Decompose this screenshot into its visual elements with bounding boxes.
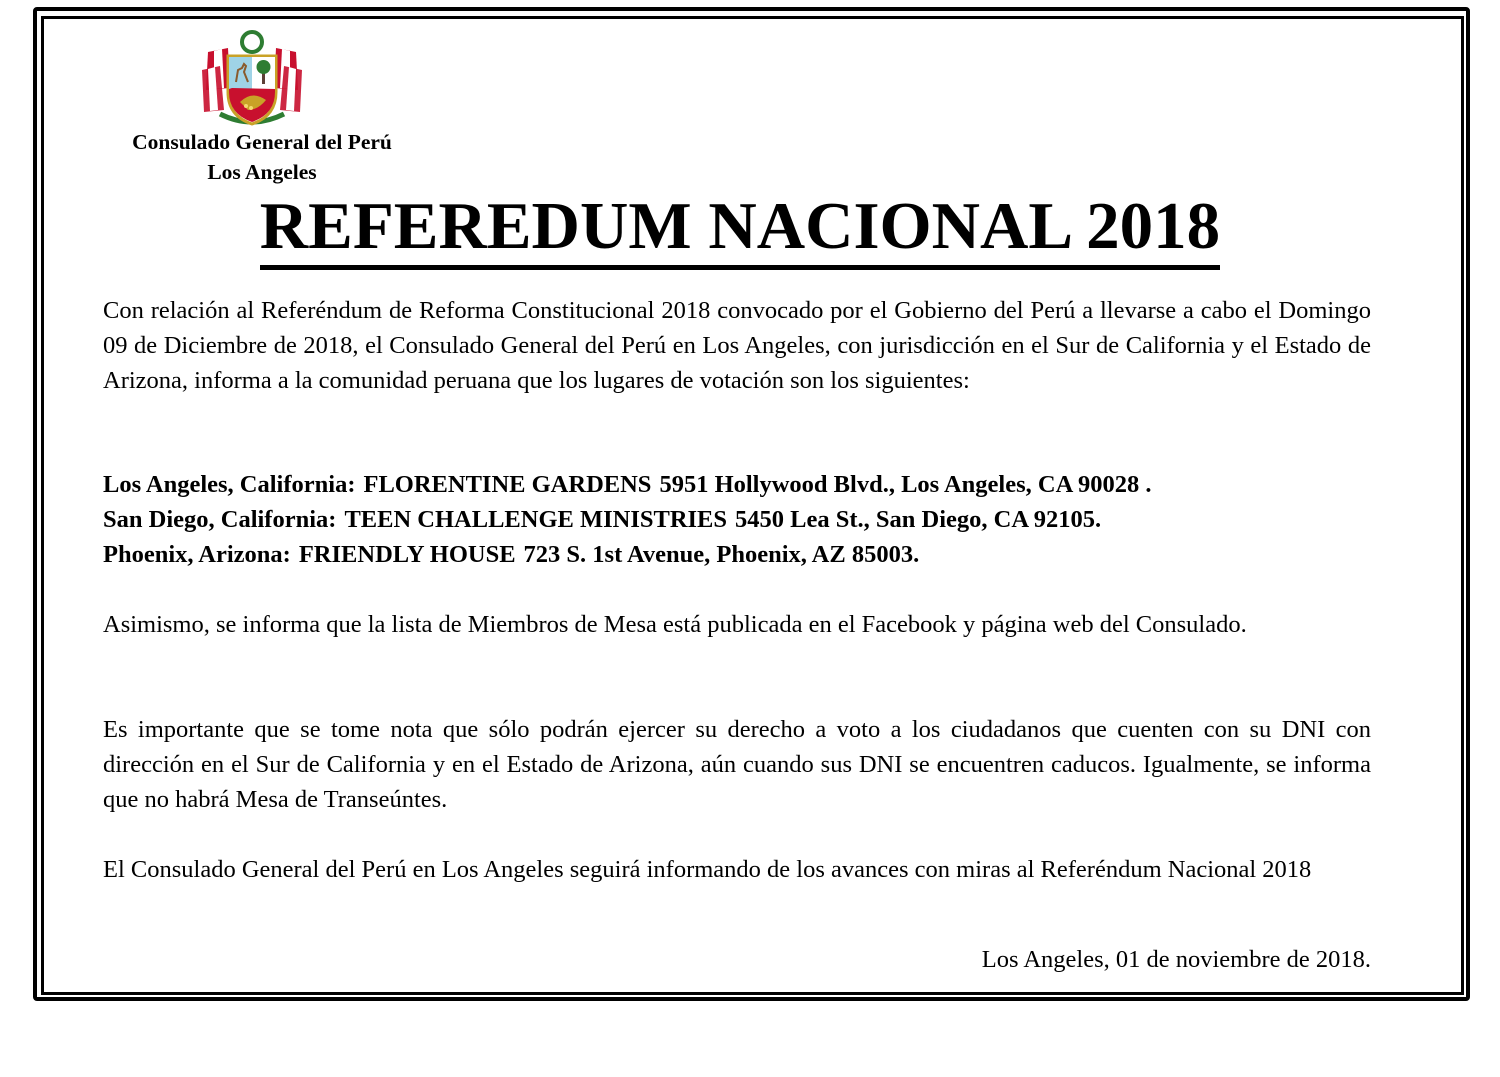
date-signoff: Los Angeles, 01 de noviembre de 2018. <box>981 946 1371 973</box>
important-paragraph: Es importante que se tome nota que sólo podrán ejercer su derecho a voto a los ciudadanos que cuenten con su DNI con dirección en el Sur de California y en el Estado de Arizona, aún cuando sus DNI se encuentren caducos. Igualmente, se informa que no habrá Mesa de Transeúntes. <box>103 716 1371 813</box>
peru-coat-of-arms-icon <box>198 30 306 130</box>
voting-place-city: San Diego, California: <box>103 506 337 533</box>
voting-place-los-angeles <box>103 467 1403 502</box>
intro-paragraph: Con relación al Referéndum de Reforma Constitucional 2018 convocado por el Gobierno del Perú a llevarse a cabo el Domingo 09 de Diciembre de 2018, el Consulado General del Perú en Los Angeles, con jurisdicción en el Sur de California y el Estado de Arizona, informa a la comunidad peruana que los lugares de votación son los siguientes: <box>103 297 1371 394</box>
consulate-name-line2: Los Angeles <box>207 160 317 184</box>
voting-place-venue: FRIENDLY HOUSE <box>298 541 516 568</box>
consulate-name-line1: Consulado General del Perú <box>132 130 392 154</box>
voting-place-venue: TEEN CHALLENGE MINISTRIES <box>344 506 728 533</box>
voting-place-address: 723 S. 1st Avenue, Phoenix, AZ 85003. <box>523 541 920 568</box>
closing-paragraph: El Consulado General del Perú en Los Angeles seguirá informando de los avances con miras al Referéndum Nacional 2018 <box>103 856 1312 883</box>
voting-place-city: Los Angeles, California: <box>103 471 356 498</box>
voting-place-address: 5951 Hollywood Blvd., Los Angeles, CA 90028 . <box>659 471 1152 498</box>
voting-place-phoenix <box>103 537 1403 572</box>
voting-place-address: 5450 Lea St., San Diego, CA 92105. <box>735 506 1102 533</box>
page-title-text: REFEREDUM NACIONAL 2018 <box>260 187 1220 270</box>
voting-place-san-diego <box>103 502 1403 537</box>
consulate-name <box>95 127 429 187</box>
voting-place-city: Phoenix, Arizona: <box>103 541 291 568</box>
voting-place-venue: FLORENTINE GARDENS <box>363 471 652 498</box>
members-paragraph: Asimismo, se informa que la lista de Miembros de Mesa está publicada en el Facebook y página web del Consulado. <box>103 611 1247 638</box>
page-title <box>110 186 1370 270</box>
